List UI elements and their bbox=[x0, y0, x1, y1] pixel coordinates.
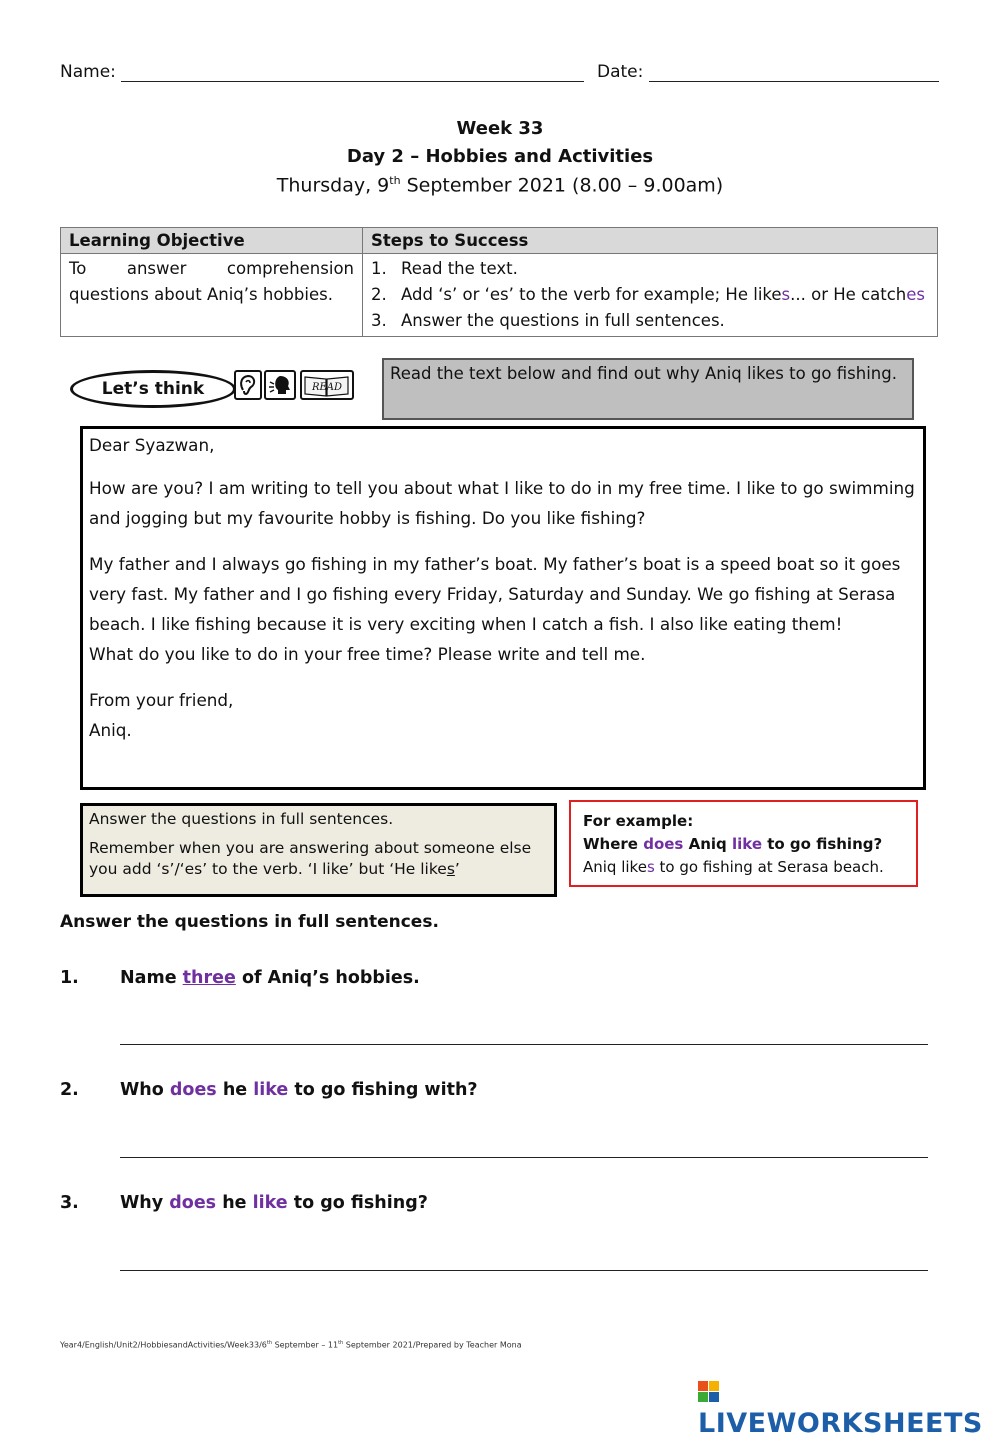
question-part: Name bbox=[120, 968, 183, 988]
question-number: 3. bbox=[60, 1193, 79, 1213]
logo-icon bbox=[698, 1381, 720, 1403]
step-item bbox=[371, 282, 929, 308]
date-field bbox=[597, 62, 939, 82]
example-highlight: s bbox=[646, 858, 655, 876]
instruction-box bbox=[80, 803, 557, 897]
question-part: he bbox=[216, 1193, 253, 1213]
lets-think-badge: Let’s think bbox=[70, 370, 236, 408]
instruction-reminder bbox=[89, 838, 548, 880]
question-number: 2. bbox=[60, 1080, 79, 1100]
question-highlight: three bbox=[182, 968, 236, 988]
letter-paragraph: What do you like to do in your free time? Please write and tell me. bbox=[89, 644, 646, 664]
question-highlight: like bbox=[252, 1193, 288, 1213]
ear-icon bbox=[234, 370, 262, 400]
step-item bbox=[371, 308, 929, 334]
footer-text: September 2021/Prepared by Teacher Mona bbox=[343, 1340, 522, 1350]
step-num: 2. bbox=[371, 285, 387, 304]
letter-closing: From your friend, bbox=[89, 690, 234, 710]
letter-paragraph: My father and I always go fishing in my father’s boat. My father’s boat is a speed boat so it goes very fast. My father and I go fishing every Friday, Saturday and Sunday. We go fishing at Serasa beach. I like fishing because it is very exciting when I catch a fish. I also like eating them! bbox=[89, 554, 901, 634]
question-number: 1. bbox=[60, 968, 79, 988]
footer-text: September – 11 bbox=[272, 1340, 339, 1350]
date-label: Date: bbox=[597, 62, 644, 82]
step-text: Read the text. bbox=[401, 259, 518, 278]
footer-reference bbox=[60, 1340, 522, 1350]
question-part: Why bbox=[120, 1193, 170, 1213]
example-text: to go fishing? bbox=[762, 835, 883, 853]
logo-text: LIVEWORKSHEETS bbox=[698, 1408, 983, 1439]
learning-objective-text: To answer comprehension questions about Aniq’s hobbies. bbox=[61, 254, 363, 337]
instruction-line: Answer the questions in full sentences. bbox=[89, 810, 394, 828]
example-text: to go fishing at Serasa beach. bbox=[654, 858, 884, 876]
question-part: to go fishing? bbox=[287, 1193, 428, 1213]
footer-sup: th bbox=[266, 1340, 273, 1346]
answer-line-2[interactable] bbox=[120, 1143, 928, 1158]
step-text: Answer the questions in full sentences. bbox=[401, 311, 725, 330]
question-highlight: does bbox=[169, 1193, 217, 1213]
question-text bbox=[120, 968, 420, 988]
example-question bbox=[583, 833, 904, 856]
example-text: Aniq bbox=[683, 835, 732, 853]
reminder-text: ’ bbox=[454, 860, 460, 878]
reading-instruction: Read the text below and find out why Aniq likes to go fishing. bbox=[382, 358, 914, 420]
lesson-date bbox=[0, 174, 1000, 196]
week-title: Week 33 bbox=[456, 118, 544, 139]
reminder-text: Remember when you are answering about someone else you add ‘s’/‘es’ to the verb. ‘I like’ but ‘He like bbox=[89, 839, 532, 878]
example-highlight: like bbox=[731, 835, 763, 853]
question-part: he bbox=[216, 1080, 254, 1100]
footer-text: Year4/English/Unit2/HobbiesandActivities/Week33/6 bbox=[60, 1340, 267, 1350]
step-item bbox=[371, 256, 929, 282]
date-sup: th bbox=[389, 174, 401, 187]
answer-line-1[interactable] bbox=[120, 1030, 928, 1045]
date-suffix: September 2021 (8.00 – 9.00am) bbox=[400, 174, 724, 197]
letter-box bbox=[80, 426, 926, 790]
question-part: to go fishing with? bbox=[288, 1080, 478, 1100]
date-prefix: Thursday, 9 bbox=[276, 174, 390, 197]
book-icon bbox=[300, 370, 354, 400]
reminder-highlight: s bbox=[446, 860, 455, 878]
example-box bbox=[569, 800, 918, 887]
steps-list bbox=[363, 254, 938, 337]
date-input-line[interactable] bbox=[649, 63, 939, 82]
footer-sup: th bbox=[338, 1340, 344, 1346]
question-part: Who bbox=[120, 1080, 170, 1100]
letter-greeting: Dear Syazwan, bbox=[89, 435, 215, 455]
name-input-line[interactable] bbox=[121, 63, 584, 82]
question-highlight: like bbox=[253, 1080, 289, 1100]
step-highlight: es bbox=[906, 285, 925, 304]
speaking-icon bbox=[264, 370, 296, 400]
answer-line-3[interactable] bbox=[120, 1256, 928, 1271]
learning-objective-header: Learning Objective bbox=[61, 228, 363, 254]
example-text: Where bbox=[583, 835, 644, 853]
question-text bbox=[120, 1080, 478, 1100]
letter-signature: Aniq. bbox=[89, 720, 132, 740]
steps-header: Steps to Success bbox=[363, 228, 938, 254]
step-num: 1. bbox=[371, 259, 387, 278]
objective-table bbox=[60, 227, 938, 337]
name-label: Name: bbox=[60, 62, 116, 82]
example-heading: For example: bbox=[583, 812, 694, 830]
example-highlight: does bbox=[643, 835, 684, 853]
letter-paragraph: How are you? I am writing to tell you about what I like to do in my free time. I like to go swimming and jogging but my favourite hobby is fishing. Do you like fishing? bbox=[89, 478, 915, 528]
step-text: Add ‘s’ or ‘es’ to the verb for example; He like bbox=[401, 285, 782, 304]
day-title: Day 2 – Hobbies and Activities bbox=[346, 146, 654, 167]
step-text: ... or He catch bbox=[790, 285, 907, 304]
question-part: of Aniq’s hobbies. bbox=[235, 968, 420, 988]
question-highlight: does bbox=[169, 1080, 217, 1100]
example-answer bbox=[583, 856, 904, 879]
name-field bbox=[60, 62, 584, 82]
example-text: Aniq like bbox=[583, 858, 647, 876]
book-icon-text: READ bbox=[311, 382, 343, 393]
liveworksheets-logo bbox=[698, 1377, 1000, 1439]
step-highlight: s bbox=[781, 285, 791, 304]
answer-heading: Answer the questions in full sentences. bbox=[60, 912, 439, 932]
step-num: 3. bbox=[371, 311, 387, 330]
question-text bbox=[120, 1193, 428, 1213]
